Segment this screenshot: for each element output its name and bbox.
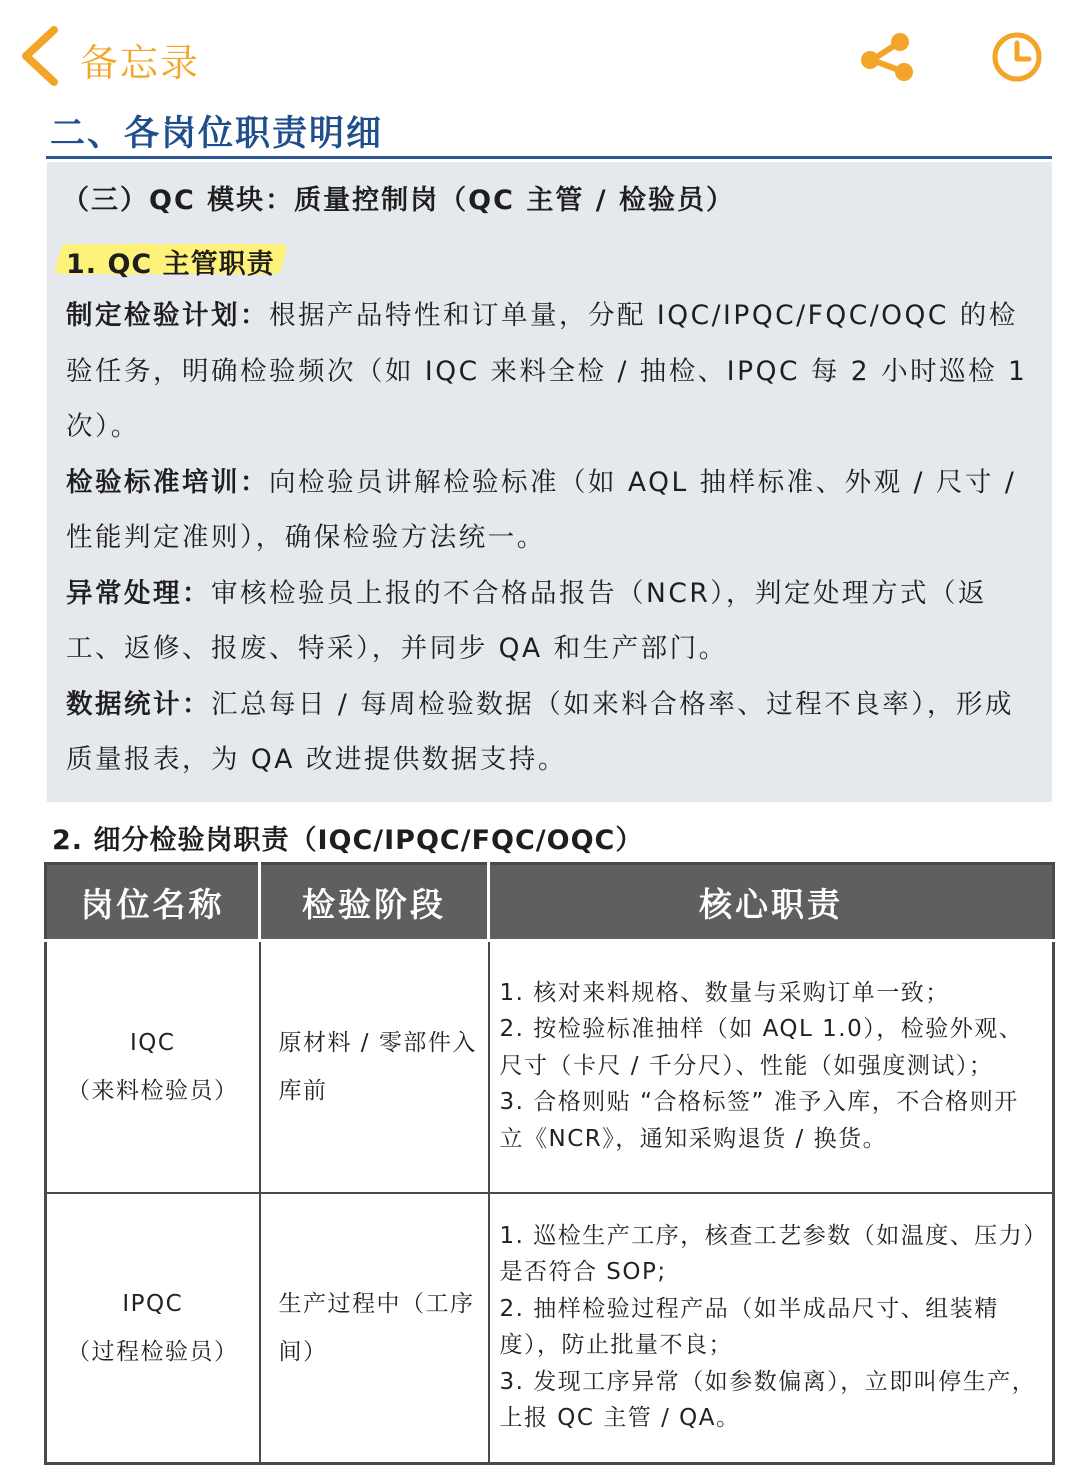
post-subtitle: （来料检验员） [67,1078,239,1104]
duty-item [66,566,1036,677]
duty-text: 审核检验员上报的不合格品报告（NCR），判定处理方式（返工、返修、报废、特采），并同步 QA 和生产部门。 [66,577,987,664]
post-cell [46,1193,260,1464]
duty-text: 根据产品特性和订单量，分配 IQC/IPQC/FQC/OQC 的检验任务，明确检验频次（如 IQC 来料全检 / 抽检、IPQC 每 2 小时巡检 1 次）。 [66,300,1028,442]
table-row [46,1193,1054,1464]
chevron-left-icon[interactable] [14,24,64,88]
inspection-duty-table [44,862,1055,1465]
duty-item [66,455,1036,566]
duty-label: 制定检验计划： [66,300,269,331]
duty-line: 2. 抽样检验过程产品（如半成品尺寸、组装精度），防止批量不良； [499,1295,999,1358]
duty-line: 2. 按检验标准抽样（如 AQL 1.0），检验外观、尺寸（卡尺 / 千分尺）、性能（如强度测试）； [499,1016,1024,1079]
column-header-duties: 核心职责 [489,864,1054,941]
stage-cell: 原材料 / 零部件入库前 [260,941,489,1194]
duty-line: 3. 合格则贴 “合格标签” 准予入库，不合格则开立《NCR》，通知采购退货 / 换货。 [499,1089,1019,1152]
duty-item [66,288,1036,455]
post-name: IQC [130,1030,176,1056]
qc-supervisor-duty-list [66,288,1036,788]
post-subtitle: （过程检验员） [67,1339,239,1365]
qc-supervisor-duty-heading: 1. QC 主管职责 [66,249,275,280]
duty-label: 检验标准培训： [66,466,269,498]
duty-label: 异常处理： [66,577,211,609]
back-button-label[interactable]: 备忘录 [80,41,201,85]
column-header-post: 岗位名称 [46,864,260,941]
qc-module-heading: （三）QC 模块：质量控制岗（QC 主管 / 检验员） [62,185,735,216]
section-title: 二、各岗位职责明细 [50,114,384,154]
top-bar [0,0,1080,110]
table-header-row [46,864,1054,941]
post-cell [46,941,260,1194]
duties-cell [489,1193,1054,1464]
duty-label: 数据统计： [66,688,211,720]
title-divider [46,156,1052,159]
inspection-roles-heading: 2. 细分检验岗职责（IQC/IPQC/FQC/OQC） [52,825,644,856]
stage-cell: 生产过程中（工序间） [260,1193,489,1464]
duty-line: 3. 发现工序异常（如参数偏离），立即叫停生产，上报 QC 主管 / QA。 [499,1368,1037,1431]
share-icon[interactable] [858,30,916,84]
duty-text: 向检验员讲解检验标准（如 AQL 抽样标准、外观 / 尺寸 / 性能判定准则），确保检验方法统一。 [66,466,1017,553]
post-name: IPQC [122,1291,184,1317]
clock-icon[interactable] [990,30,1044,84]
duty-item [66,677,1036,788]
duties-cell [489,941,1054,1194]
duty-text: 汇总每日 / 每周检验数据（如来料合格率、过程不良率），形成质量报表，为 QA 改进提供数据支持。 [66,688,1015,775]
duty-line: 1. 核对来料规格、数量与采购订单一致； [499,979,950,1006]
table-row [46,941,1054,1194]
duty-line: 1. 巡检生产工序，核查工艺参数（如温度、压力）是否符合 SOP; [499,1222,1037,1285]
column-header-stage: 检验阶段 [260,864,489,941]
